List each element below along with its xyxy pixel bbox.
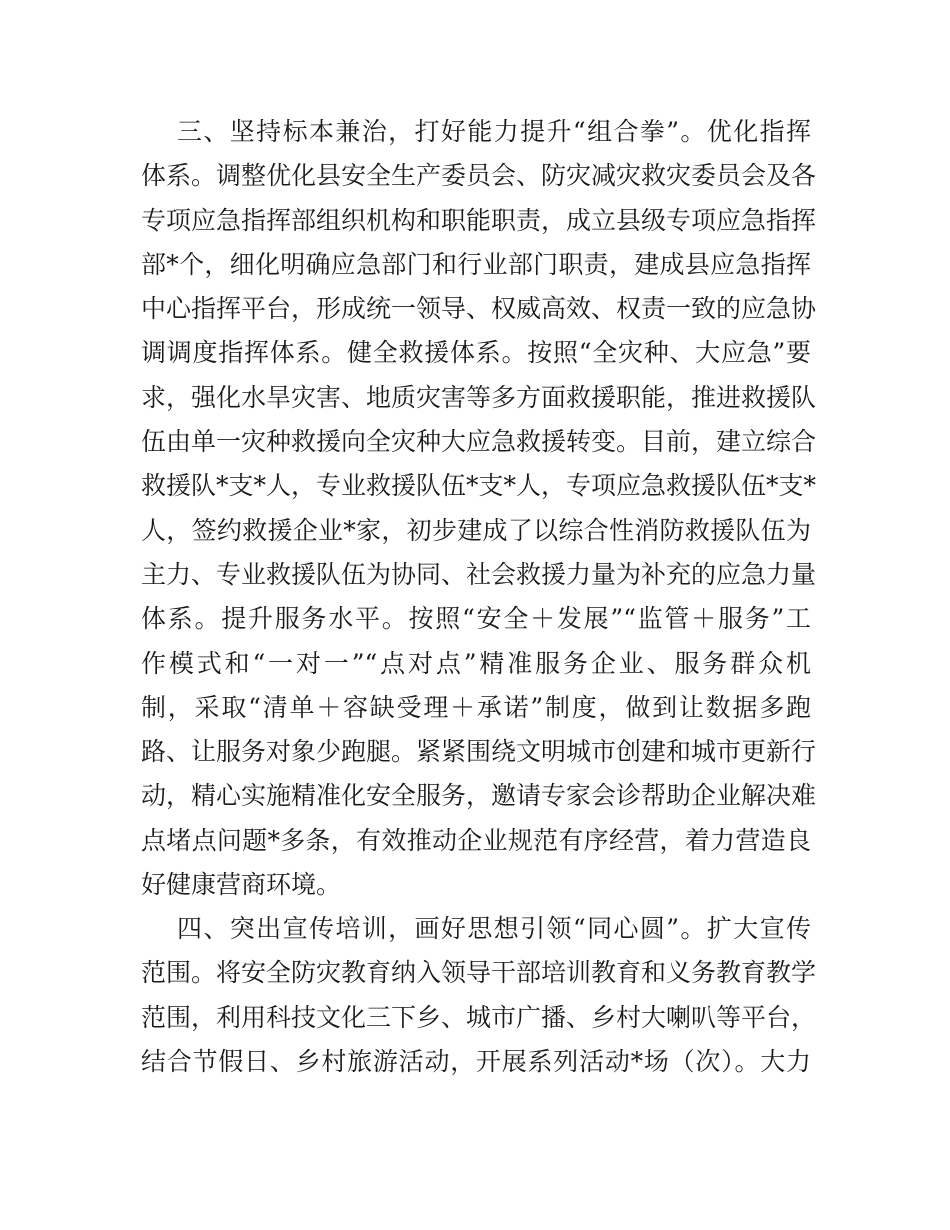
- paragraph-section-4: [141, 907, 817, 1084]
- paragraph-line: 求，强化水旱灾害、地质灾害等多方面救援职能，推进救援队: [141, 382, 817, 412]
- paragraph-line: 体系。调整优化县安全生产委员会、防灾减灾救灾委员会及各: [141, 161, 817, 191]
- paragraph-line: 作模式和“一对一”“点对点”精准服务企业、服务群众机: [141, 648, 811, 678]
- paragraph-line: 部*个，细化明确应急部门和行业部门职责，建成县应急指挥: [141, 249, 811, 279]
- paragraph-line: 好健康营商环境。: [141, 870, 342, 900]
- paragraph-section-3: [141, 110, 817, 907]
- paragraph-line: 制，采取“清单＋容缺受理＋承诺”制度，做到让数据多跑: [141, 692, 811, 722]
- paragraph-line: 救援队*支*人，专业救援队伍*支*人，专项应急救援队伍*支*: [141, 471, 817, 501]
- paragraph-line: 结合节假日、乡村旅游活动，开展系列活动*场（次）。大力: [141, 1046, 811, 1076]
- paragraph-line: 点堵点问题*多条，有效推动企业规范有序经营，着力营造良: [141, 825, 811, 855]
- paragraph-line: 伍由单一灾种救援向全灾种大应急救援转变。目前，建立综合: [141, 427, 817, 457]
- paragraph-line: 路、让服务对象少跑腿。紧紧围绕文明城市创建和城市更新行: [141, 737, 817, 767]
- paragraph-line: 人，签约救援企业*家，初步建成了以综合性消防救援队伍为: [141, 515, 811, 545]
- paragraph-line: 四、突出宣传培训，画好思想引领“同心圆”。扩大宣传: [177, 914, 811, 943]
- paragraph-line: 专项应急指挥部组织机构和职能职责，成立县级专项应急指挥: [141, 205, 817, 235]
- paragraph-line: 主力、专业救援队伍为协同、社会救援力量为补充的应急力量: [141, 559, 817, 589]
- paragraph-line: 调调度指挥体系。健全救援体系。按照“全灾种、大应急”要: [141, 338, 811, 368]
- paragraph-line: 体系。提升服务水平。按照“安全＋发展”“监管＋服务”工: [141, 604, 811, 634]
- paragraph-line: 三、坚持标本兼治，打好能力提升“组合拳”。优化指挥: [177, 117, 811, 146]
- paragraph-line: 动，精心实施精准化安全服务，邀请专家会诊帮助企业解决难: [141, 781, 817, 811]
- paragraph-line: 范围，利用科技文化三下乡、城市广播、乡村大喇叭等平台，: [141, 1002, 817, 1032]
- paragraph-line: 范围。将安全防灾教育纳入领导干部培训教育和义务教育教学: [141, 958, 817, 988]
- paragraph-line: 中心指挥平台，形成统一领导、权威高效、权责一致的应急协: [141, 294, 817, 324]
